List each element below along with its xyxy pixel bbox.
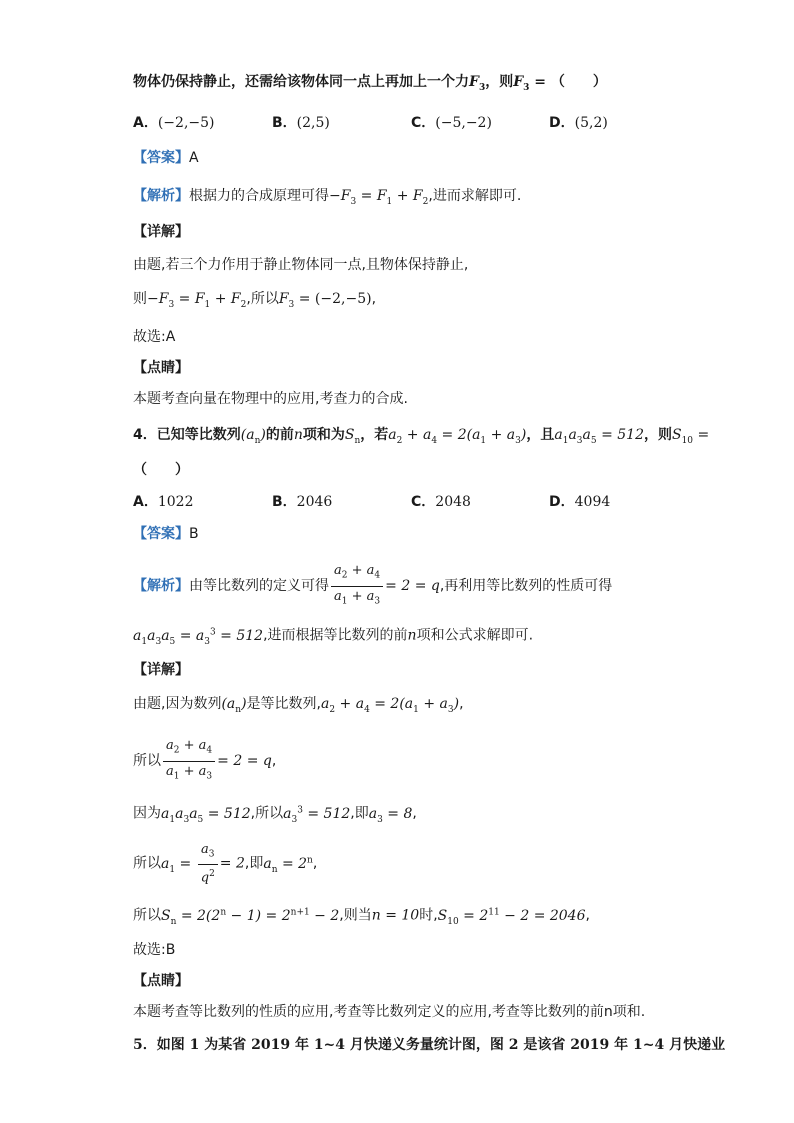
q3-comment-tag: 【点睛】 [133,360,189,376]
q4-detail-6: 故选:B [133,942,176,958]
q3-detail-tag: 【详解】 [133,224,189,240]
q4-detail-3: 因为$a_1a_3a_5 = 512$,所以$a_3^3 = 512$,即$a_3 = 8$, [133,805,417,825]
q4-detail-5: 所以$S_n = 2(2^n - 1) = 2^{n+1} - 2$,则当n = 10时$,S_{10} = 2^{11} - 2 = 2046$, [133,907,590,927]
q4-detail-2: 所以 $\frac{a_2 + a_4}{a_1 + a_3}$ = 2 = q, [133,737,276,785]
fraction: $\frac{a_2 + a_4}{a_1 + a_3}$ [163,737,215,785]
q4-detail-4: 所以$a_1$ = $\frac{a_3}{q^2}$ = 2,即$a_n = 2^n$, [133,841,318,886]
q4-detail-tag: 【详解】 [133,662,189,678]
q3-analysis: 【解析】根据力的合成原理可得$-F_3 = F_1 + F_2$,进而求解即可. [133,188,522,207]
q4-option-d: D．4094 [549,494,611,510]
q4-detail-1: 由题,因为数列$(a_n)$是等比数列$,a_2 + a_4 = 2(a_1 + a_3)$, [133,696,464,715]
q4-comment: 本题考查等比数列的性质的应用,考查等比数列定义的应用,考查等比数列的前n项和. [133,1004,646,1020]
q4-analysis-1: 【解析】由等比数列的定义可得 $\frac{a_2 + a_4}{a_1 + a_3}$ = 2 = q,再利用等比数列的性质可得 [133,562,612,610]
q4-option-b: B．2046 [272,494,333,510]
q3-option-d: D．(5,2) [549,115,608,131]
q4-comment-tag: 【点睛】 [133,973,189,989]
q3-detail-1: 由题,若三个力作用于静止物体同一点,且物体保持静止, [133,257,469,273]
q4-stem-line: 4．已知等比数列$(a_n)$的前n项和为$S_n$，若$a_2 + a_4 = 2(a_1 + a_3)$，且$a_1a_3a_5 = 512$，则$S_{10}$ = [133,427,710,446]
q4-answer: 【答案】B [133,526,199,542]
q3-option-a: A．(−2,−5) [133,115,215,131]
q3-answer: 【答案】A [133,150,199,166]
q3-detail-3: 故选:A [133,329,176,345]
q3-stem-line: 物体仍保持静止，还需给该物体同一点上再加上一个力$F_3$，则$F_3$ = （ ） [133,74,607,93]
fraction: $\frac{a_2 + a_4}{a_1 + a_3}$ [331,562,383,610]
q3-comment: 本题考查向量在物理中的应用,考查力的合成. [133,391,408,407]
q4-option-a: A．1022 [133,494,194,510]
q4-analysis-2: $a_1a_3a_5 = a_3^3 = 512$,进而根据等比数列的前n项和公式求解即可. [133,627,534,647]
q5-stem: 5．如图 1 为某省 2019 年 1~4 月快递义务量统计图，图 2 是该省 2019 年 1~4 月快递业 [133,1037,726,1053]
q4-stem-paren: （ ） [133,462,189,478]
q3-option-c: C．(−5,−2) [411,115,492,131]
fraction: $\frac{a_3}{q^2}$ [198,841,218,887]
q3-detail-2: 则$-F_3 = F_1 + F_2$,所以$F_3 = (-2,-5)$, [133,291,377,310]
q3-option-b: B．(2,5) [272,115,330,131]
q3-math-f3: $F_3$ [469,74,486,93]
q4-option-c: C．2048 [411,494,471,510]
